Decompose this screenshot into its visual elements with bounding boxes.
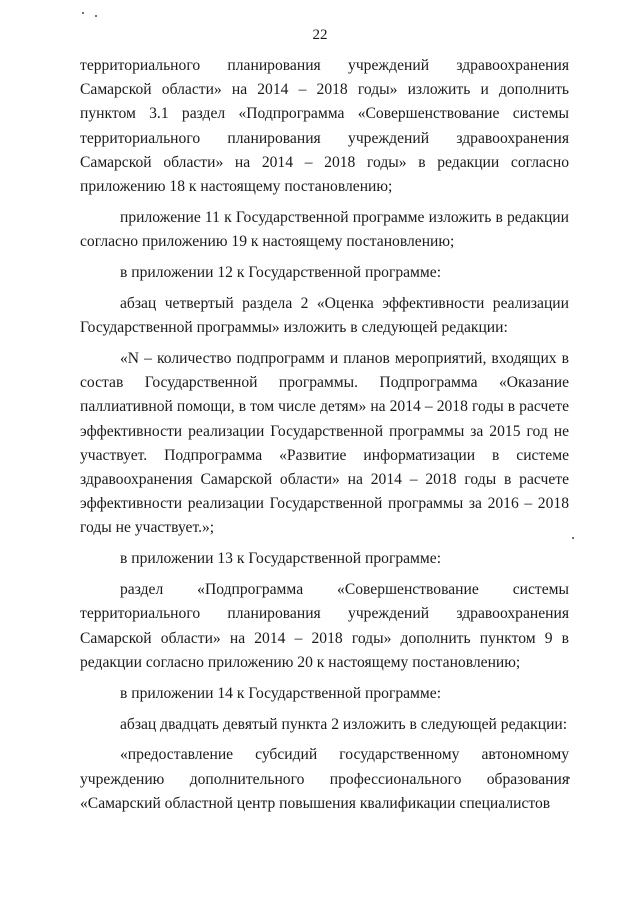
scan-speck	[572, 537, 574, 539]
document-body	[80, 54, 569, 823]
paragraph: в приложении 14 к Государственной программе:	[120, 684, 442, 702]
paragraph: в приложении 13 к Государственной программе:	[120, 550, 442, 568]
scan-speck	[82, 12, 84, 14]
paragraph: раздел «Подпрограмма «Совершенствование системы территориального планирования учреждений здравоохранения Самарской области» на 2014 – 2018 годы» дополнить пунктом 9 в редакции согласно приложению 20 к настоящему постановлению;	[80, 581, 569, 671]
page-number: 22	[312, 27, 328, 43]
paragraph: абзац четвертый раздела 2 «Оценка эффективности реализации Государственной программы» изложить в следующей редакции:	[80, 294, 569, 337]
paragraph: абзац двадцать девятый пункта 2 изложить в следующей редакции:	[120, 715, 568, 733]
paragraph: в приложении 12 к Государственной программе:	[120, 264, 442, 281]
scan-speck	[95, 15, 97, 17]
quoted-paragraph: «N – количество подпрограмм и планов мероприятий, входящих в состав Государственной программы. Подпрограмма «Оказание паллиативной помощи, в том числе детям» на 2014 – 2018 годы в расчете эффективности реализации Государственной программы за 2015 год не участвует. Подпрограмма «Развитие информатизации в системе здравоохранения Самарской области» на 2014 – 2018 годы в расчете эффективности реализации Государственной программы за 2016 – 2018 годы не участвует.»;	[80, 349, 569, 537]
paragraph: приложение 11 к Государственной программе изложить в редакции согласно приложению 19 к настоящему постановлению;	[80, 208, 569, 251]
quoted-paragraph: «предоставление субсидий государственному автономному учреждению дополнительного профессионального образования «Самарский областной центр повышения квалификации специалистов	[80, 746, 569, 812]
paragraph-continuation: территориального планирования учреждений здравоохранения Самарской области» на 2014 – 2018 годы» изложить и дополнить пунктом 3.1 раздел «Подпрограмма «Совершенствование системы территориального планирования учреждений здравоохранения Самарской области» на 2014 – 2018 годы» в редакции согласно приложению 18 к настоящему постановлению;	[80, 57, 569, 196]
